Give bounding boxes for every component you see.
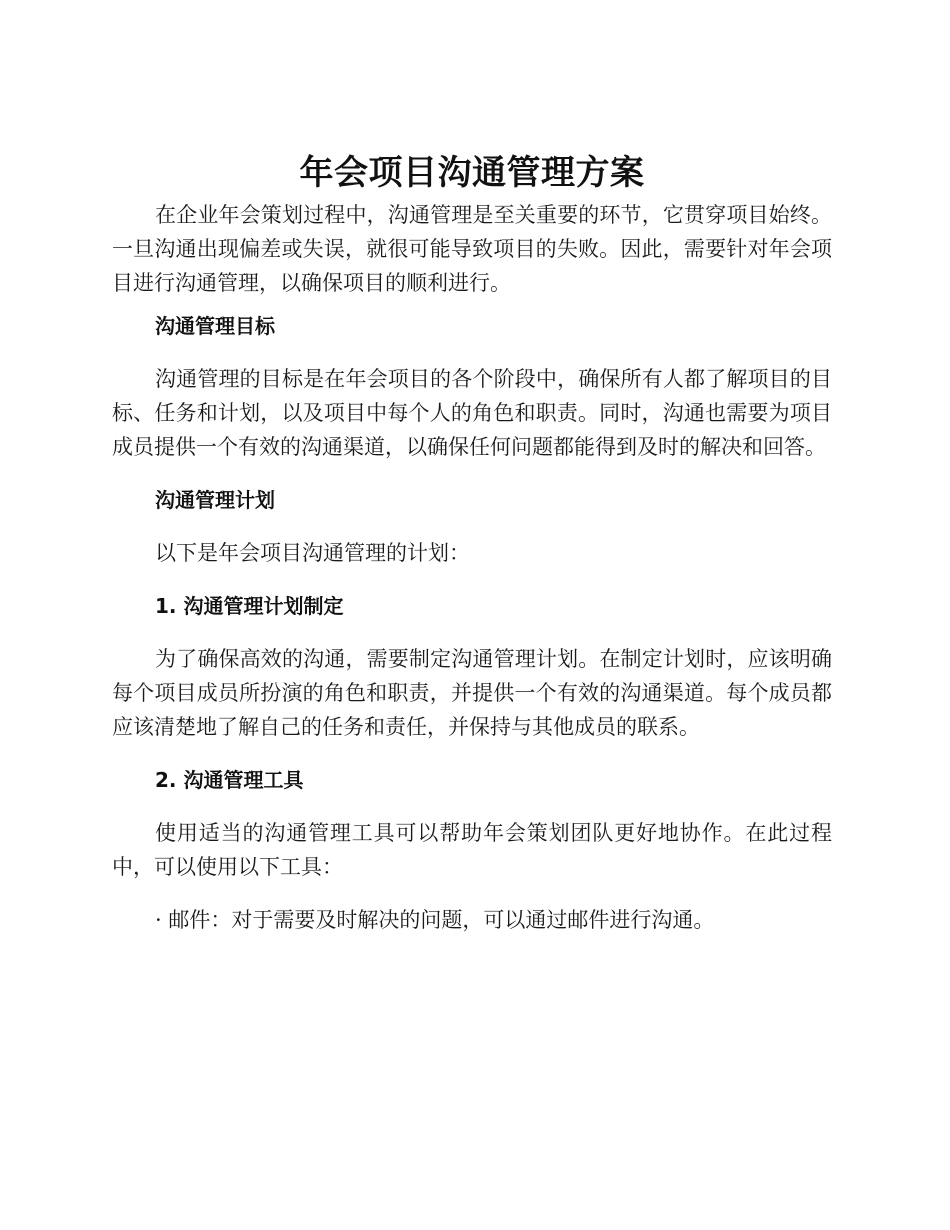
spacer bbox=[112, 300, 832, 309]
document-title: 年会项目沟通管理方案 bbox=[299, 153, 645, 193]
intro-paragraph: 在企业年会策划过程中，沟通管理是至关重要的环节，它贯穿项目始终。一旦沟通出现偏差或失误，就很可能导致项目的失败。因此，需要针对年会项目进行沟通管理，以确保项目的顺利进行。 bbox=[112, 203, 832, 295]
spacer bbox=[112, 884, 832, 903]
bullet-item-email: · 邮件：对于需要及时解决的问题，可以通过邮件进行沟通。 bbox=[155, 908, 715, 932]
section-body-goal: 沟通管理的目标是在年会项目的各个阶段中，确保所有人都了解项目的目标、任务和计划，以及项目中每个人的角色和职责。同时，沟通也需要为项目成员提供一个有效的沟通渠道，以确保任何问题都能得到及时的解决和回答。 bbox=[112, 367, 832, 459]
spacer bbox=[112, 623, 832, 642]
spacer bbox=[112, 744, 832, 763]
subsection-body-2: 使用适当的沟通管理工具可以帮助年会策划团队更好地协作。在此过程中，可以使用以下工具： bbox=[112, 821, 832, 879]
spacer bbox=[112, 343, 832, 362]
spacer bbox=[112, 464, 832, 483]
subsection-heading-1: 1. 沟通管理计划制定 bbox=[155, 594, 344, 618]
document-content bbox=[112, 148, 832, 937]
spacer bbox=[112, 570, 832, 589]
spacer bbox=[112, 517, 832, 536]
section-body-plan: 以下是年会项目沟通管理的计划： bbox=[155, 541, 470, 565]
section-heading-goal: 沟通管理目标 bbox=[155, 314, 275, 338]
spacer bbox=[112, 797, 832, 816]
subsection-heading-2: 2. 沟通管理工具 bbox=[155, 768, 304, 792]
section-heading-plan: 沟通管理计划 bbox=[155, 488, 275, 512]
subsection-body-1: 为了确保高效的沟通，需要制定沟通管理计划。在制定计划时，应该明确每个项目成员所扮演的角色和职责，并提供一个有效的沟通渠道。每个成员都应该清楚地了解自己的任务和责任，并保持与其他成员的联系。 bbox=[112, 647, 832, 739]
